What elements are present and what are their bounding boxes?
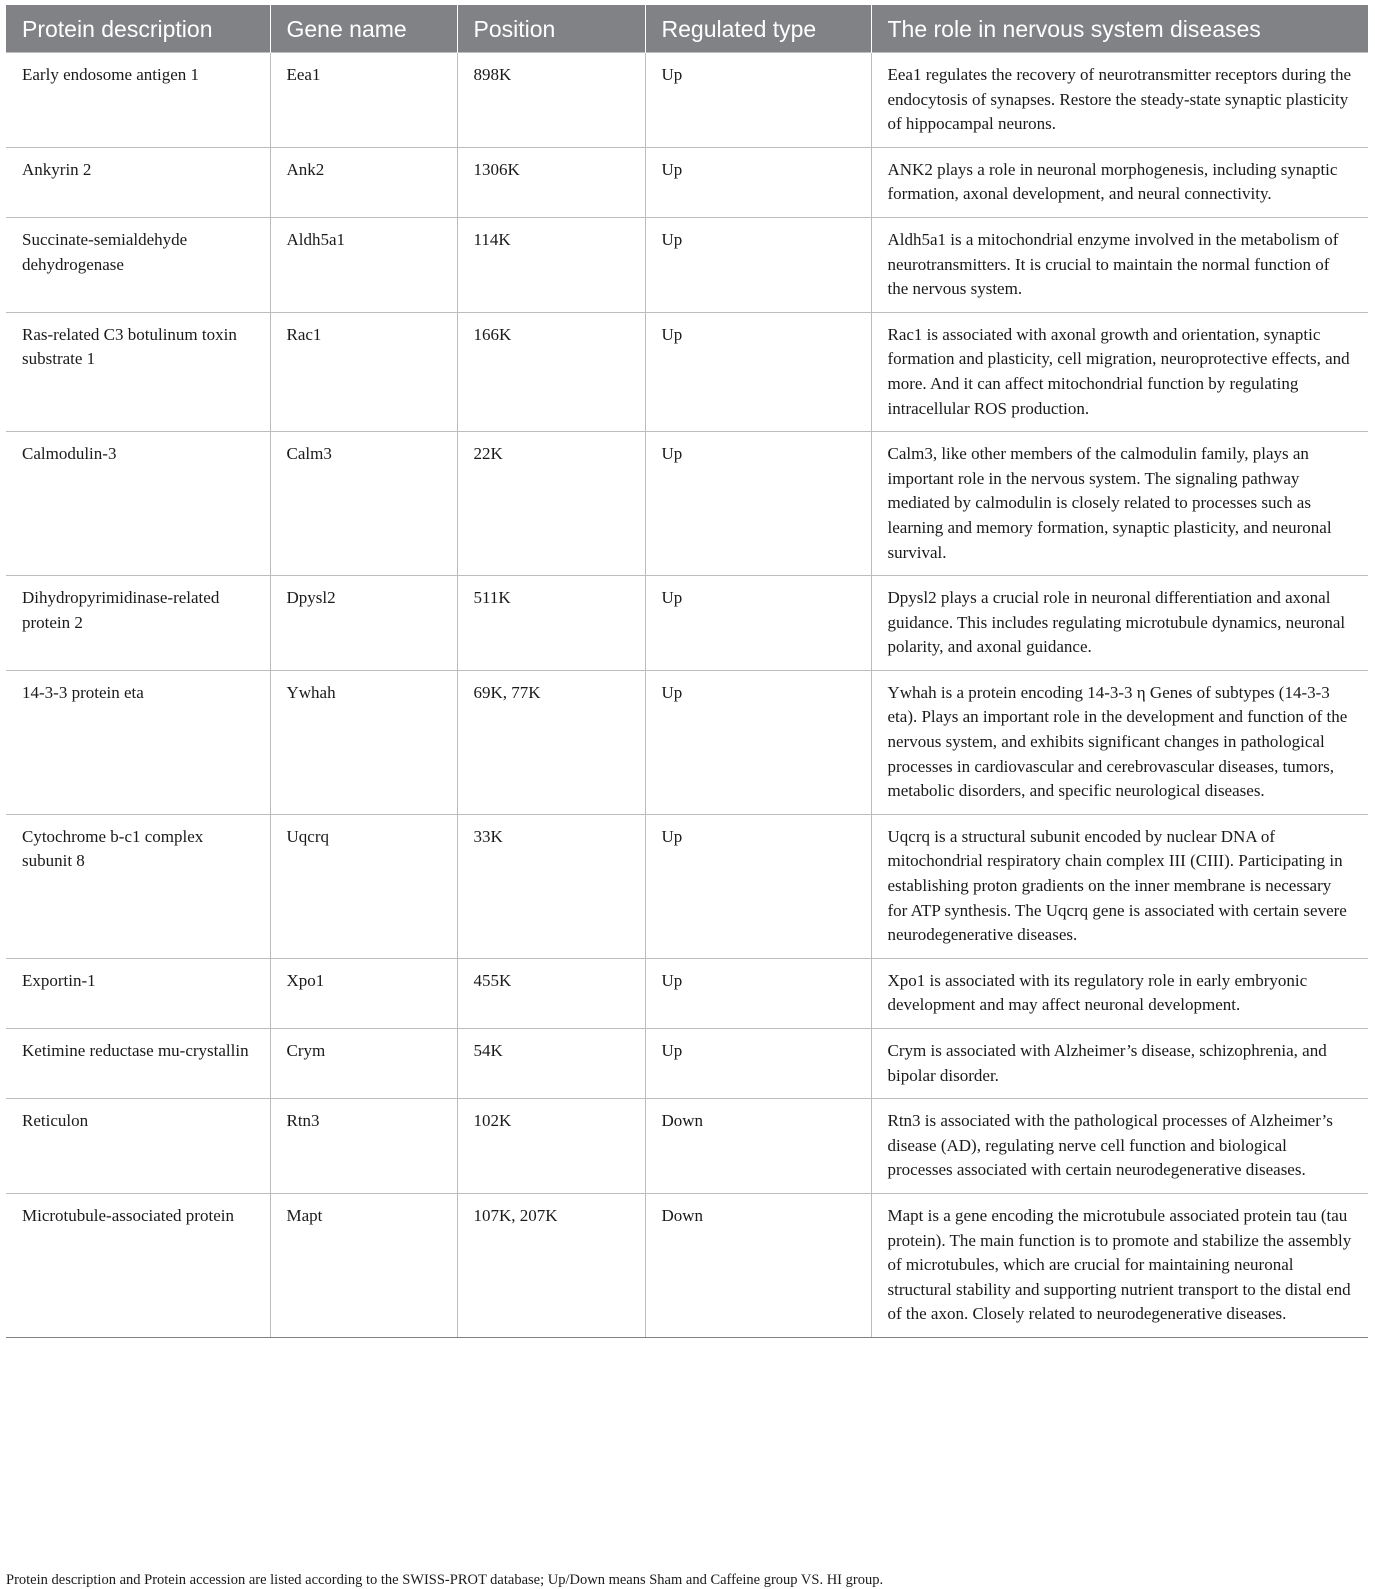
protein-table-container [6, 5, 1368, 1338]
cell-position: 102K [457, 1099, 645, 1194]
cell-protein-description: Ketimine reductase mu-crystallin [6, 1029, 270, 1099]
cell-role: Dpysl2 plays a crucial role in neuronal differentiation and axonal guidance. This includes regulating microtubule dynamics, neuronal polarity, and axonal guidance. [871, 576, 1368, 671]
table-row [6, 1193, 1368, 1337]
cell-regulated-type: Up [645, 1029, 871, 1099]
cell-gene-name: Calm3 [270, 432, 457, 576]
table-row [6, 217, 1368, 312]
header-position[interactable]: Position [457, 5, 645, 53]
cell-regulated-type: Up [645, 670, 871, 814]
cell-gene-name: Xpo1 [270, 958, 457, 1028]
table-footnote: Protein description and Protein accession are listed according to the SWISS-PROT database; Up/Down means Sham and Caffeine group VS. HI group. [6, 1572, 884, 1588]
cell-protein-description: Early endosome antigen 1 [6, 53, 270, 148]
cell-protein-description: Ankyrin 2 [6, 147, 270, 217]
cell-protein-description: Exportin-1 [6, 958, 270, 1028]
cell-gene-name: Dpysl2 [270, 576, 457, 671]
cell-role: Ywhah is a protein encoding 14-3-3 η Genes of subtypes (14-3-3 eta). Plays an important role in the development and function of the nervous system, and exhibits significant changes in pathological processes in cardiovascular and cerebrovascular diseases, tumors, metabolic disorders, and specific neurological diseases. [871, 670, 1368, 814]
table-row [6, 814, 1368, 958]
table-row [6, 147, 1368, 217]
cell-role: ANK2 plays a role in neuronal morphogenesis, including synaptic formation, axonal development, and neural connectivity. [871, 147, 1368, 217]
cell-role: Mapt is a gene encoding the microtubule associated protein tau (tau protein). The main function is to promote and stabilize the assembly of microtubules, which are crucial for maintaining neuronal structural stability and supporting nutrient transport to the distal end of the axon. Closely related to neurodegenerative diseases. [871, 1193, 1368, 1337]
header-gene-name[interactable]: Gene name [270, 5, 457, 53]
cell-regulated-type: Up [645, 147, 871, 217]
protein-table [6, 5, 1368, 1338]
cell-gene-name: Rtn3 [270, 1099, 457, 1194]
table-row [6, 312, 1368, 431]
cell-gene-name: Aldh5a1 [270, 217, 457, 312]
header-protein-description[interactable]: Protein description [6, 5, 270, 53]
table-row [6, 53, 1368, 148]
cell-regulated-type: Up [645, 814, 871, 958]
cell-position: 33K [457, 814, 645, 958]
cell-position: 69K, 77K [457, 670, 645, 814]
table-row [6, 1029, 1368, 1099]
cell-position: 511K [457, 576, 645, 671]
cell-protein-description: Reticulon [6, 1099, 270, 1194]
cell-position: 114K [457, 217, 645, 312]
cell-role: Calm3, like other members of the calmodulin family, plays an important role in the nervous system. The signaling pathway mediated by calmodulin is closely related to processes such as learning and memory formation, synaptic plasticity, and neuronal survival. [871, 432, 1368, 576]
table-row [6, 670, 1368, 814]
table-row [6, 958, 1368, 1028]
cell-regulated-type: Up [645, 576, 871, 671]
cell-position: 1306K [457, 147, 645, 217]
cell-regulated-type: Up [645, 217, 871, 312]
cell-protein-description: Microtubule-associated protein [6, 1193, 270, 1337]
cell-protein-description: Dihydropyrimidinase-related protein 2 [6, 576, 270, 671]
cell-regulated-type: Up [645, 53, 871, 148]
cell-protein-description: Cytochrome b-c1 complex subunit 8 [6, 814, 270, 958]
table-row [6, 1099, 1368, 1194]
cell-regulated-type: Up [645, 312, 871, 431]
cell-position: 166K [457, 312, 645, 431]
cell-role: Crym is associated with Alzheimer’s disease, schizophrenia, and bipolar disorder. [871, 1029, 1368, 1099]
cell-regulated-type: Down [645, 1193, 871, 1337]
header-regulated-type[interactable]: Regulated type [645, 5, 871, 53]
cell-position: 455K [457, 958, 645, 1028]
table-row [6, 576, 1368, 671]
cell-gene-name: Ywhah [270, 670, 457, 814]
cell-protein-description: Calmodulin-3 [6, 432, 270, 576]
cell-role: Rtn3 is associated with the pathological processes of Alzheimer’s disease (AD), regulating nerve cell function and biological processes associated with certain neurodegenerative diseases. [871, 1099, 1368, 1194]
table-header-row [6, 5, 1368, 53]
cell-role: Aldh5a1 is a mitochondrial enzyme involved in the metabolism of neurotransmitters. It is crucial to maintain the normal function of the nervous system. [871, 217, 1368, 312]
cell-role: Xpo1 is associated with its regulatory role in early embryonic development and may affect neuronal development. [871, 958, 1368, 1028]
cell-regulated-type: Up [645, 958, 871, 1028]
cell-gene-name: Mapt [270, 1193, 457, 1337]
cell-role: Rac1 is associated with axonal growth and orientation, synaptic formation and plasticity, cell migration, neuroprotective effects, and more. And it can affect mitochondrial function by regulating intracellular ROS production. [871, 312, 1368, 431]
table-body [6, 53, 1368, 1338]
cell-gene-name: Rac1 [270, 312, 457, 431]
table-row [6, 432, 1368, 576]
cell-position: 898K [457, 53, 645, 148]
cell-protein-description: Ras-related C3 botulinum toxin substrate 1 [6, 312, 270, 431]
cell-position: 22K [457, 432, 645, 576]
cell-gene-name: Uqcrq [270, 814, 457, 958]
cell-protein-description: 14-3-3 protein eta [6, 670, 270, 814]
cell-role: Uqcrq is a structural subunit encoded by nuclear DNA of mitochondrial respiratory chain complex III (CIII). Participating in establishing proton gradients on the inner membrane is necessary for ATP synthesis. The Uqcrq gene is associated with certain severe neurodegenerative diseases. [871, 814, 1368, 958]
cell-position: 54K [457, 1029, 645, 1099]
cell-position: 107K, 207K [457, 1193, 645, 1337]
cell-gene-name: Eea1 [270, 53, 457, 148]
cell-regulated-type: Down [645, 1099, 871, 1194]
cell-role: Eea1 regulates the recovery of neurotransmitter receptors during the endocytosis of synapses. Restore the steady-state synaptic plasticity of hippocampal neurons. [871, 53, 1368, 148]
cell-regulated-type: Up [645, 432, 871, 576]
cell-protein-description: Succinate-semialdehyde dehydrogenase [6, 217, 270, 312]
cell-gene-name: Crym [270, 1029, 457, 1099]
cell-gene-name: Ank2 [270, 147, 457, 217]
header-role[interactable]: The role in nervous system diseases [871, 5, 1368, 53]
